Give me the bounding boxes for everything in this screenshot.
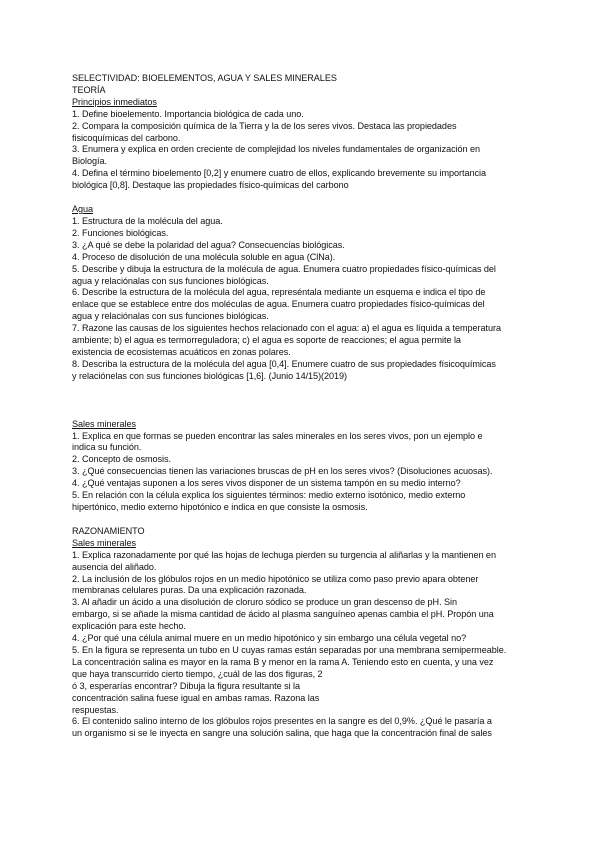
agua-line: 6. Describe la estructura de la molécula del agua, represéntala mediante un esquema e indica el tipo de xyxy=(72,287,486,298)
sales-line: 1. Explica en que formas se pueden encontrar las sales minerales en los seres vivos, pon un ejemplo e xyxy=(72,430,483,441)
agua-line: 8. Describa la estructura de la molécula del agua [0,4]. Enumere cuatro de sus propiedades físicoquímicas xyxy=(72,358,496,369)
razonamiento-line: 6. El contenido salino interno de los glóbulos rojos presentes en la sangre es del 0,9%. ¿Qué le pasaría a xyxy=(72,716,492,727)
principios-heading: Principios inmediatos xyxy=(72,96,157,107)
principios-line: Biología. xyxy=(72,156,107,167)
razonamiento-line: 1. Explica razonadamente por qué las hojas de lechuga pierden su turgencia al aliñarlas y la mantienen en xyxy=(72,549,496,560)
razonamiento-line: 5. En la figura se representa un tubo en U cuyas ramas están separadas por una membrana semipermeable. xyxy=(72,644,507,655)
agua-line: ambiente; b) el agua es termorreguladora; c) el agua es soporte de reacciones; el agua permite la xyxy=(72,335,461,346)
razonamiento-line: ó 3, esperarías encontrar? Dibuja la figura resultante si la xyxy=(72,680,301,691)
sales-line: 3. ¿Qué consecuencias tienen las variaciones bruscas de pH en los seres vivos? (Disoluciones acuosas). xyxy=(72,466,493,477)
principios-line: biológica [0,8]. Destaque las propiedades físico-químicas del carbono xyxy=(72,180,349,191)
razonamiento-line: embargo, si se añade la misma cantidad de ácido al plasma sanguíneo apenas cambia el pH. Propón una xyxy=(72,609,494,620)
principios-line: fisicoquímicas del carbono. xyxy=(72,132,181,143)
razonamiento-sales-list xyxy=(72,550,534,741)
razonamiento-line: concentración salina fuese igual en ambas ramas. Razona las xyxy=(72,692,320,703)
spacer xyxy=(72,514,534,526)
razonamiento-line: membranas celulares puras. Da una explicación razonada. xyxy=(72,585,307,596)
razonamiento-line: La concentración salina es mayor en la rama B y menor en la rama A. Teniendo esto en cuenta, y una vez xyxy=(72,656,494,667)
teoria-heading: TEORÍA xyxy=(72,84,106,95)
agua-line: 7. Razone las causas de los siguientes hechos relacionado con el agua: a) el agua es líquida a temperatura xyxy=(72,323,501,334)
sales-line: indica su función. xyxy=(72,442,142,453)
principios-line: 1. Define bioelemento. Importancia biológica de cada uno. xyxy=(72,108,304,119)
agua-line: 1. Estructura de la molécula del agua. xyxy=(72,215,223,226)
spacer xyxy=(72,192,534,204)
agua-line: 2. Funciones biológicas. xyxy=(72,227,169,238)
agua-line: existencia de ecosistemas acuáticos en zonas polares. xyxy=(72,346,291,357)
agua-line: y relaciónelas con sus funciones biológicas [1,6]. (Junio 14/15)(2019) xyxy=(72,370,348,381)
agua-line: enlace que se establece entre dos moléculas de agua. Enumera cuatro propiedades físico-químicas del xyxy=(72,299,485,310)
razonamiento-heading: RAZONAMIENTO xyxy=(72,525,145,536)
razonamiento-line: ausencia del aliñado. xyxy=(72,561,157,572)
razonamiento-line: un organismo si se le inyecta en sangre una solución salina, que haga que la concentración final de sales xyxy=(72,728,492,739)
sales-line: hipertónico, medio externo hipotónico e indica en que consiste la osmosis. xyxy=(72,502,368,512)
document-page xyxy=(72,73,534,740)
razonamiento-line: explicación para este hecho. xyxy=(72,621,186,632)
document-title: SELECTIVIDAD: BIOELEMENTOS, AGUA Y SALES MINERALES xyxy=(72,73,337,83)
sales-line: 4. ¿Qué ventajas suponen a los seres vivos disponer de un sistema tampón en su medio interno? xyxy=(72,478,461,489)
razonamiento-sales-heading: Sales minerales xyxy=(72,537,136,548)
principios-line: 2. Compara la composición química de la Tierra y la de los seres vivos. Destaca las propiedades xyxy=(72,120,457,131)
sales-list xyxy=(72,431,534,514)
agua-line: 5. Describe y dibuja la estructura de la molécula de agua. Enumera cuatro propiedades físico-químicas del xyxy=(72,263,496,274)
agua-line: 4. Proceso de disolución de una molécula soluble en agua (ClNa). xyxy=(72,251,336,262)
agua-line: 3. ¿A qué se debe la polaridad del agua? Consecuencias biológicas. xyxy=(72,239,345,250)
agua-heading: Agua xyxy=(72,204,94,215)
sales-line: 5. En relación con la célula explica los siguientes términos: medio externo isotónico, medio externo xyxy=(72,490,466,501)
spacer xyxy=(72,383,534,419)
principios-list xyxy=(72,109,534,192)
razonamiento-line: 3. Al añadir un ácido a una disolución de cloruro sódico se produce un gran descenso de pH. Sin xyxy=(72,597,458,608)
razonamiento-line: 4. ¿Por qué una célula animal muere en un medio hipotónico y sin embargo una célula vegetal no? xyxy=(72,633,467,644)
agua-line: agua y relaciónalas con sus funciones biológicas. xyxy=(72,275,269,286)
agua-line: agua y relaciónalas con sus funciones biológicas. xyxy=(72,311,269,322)
razonamiento-line: que haya transcurrido cierto tiempo, ¿cuál de las dos figuras, 2 xyxy=(72,668,323,679)
principios-line: 4. Defina el término bioelemento [0,2] y enumere cuatro de ellos, explicando brevemente su importancia xyxy=(72,168,486,179)
agua-list xyxy=(72,216,534,383)
sales-line: 2. Concepto de osmosis. xyxy=(72,454,171,465)
principios-line: 3. Enumera y explica en orden creciente de complejidad los niveles fundamentales de organización en xyxy=(72,144,481,155)
sales-heading: Sales minerales xyxy=(72,418,136,429)
razonamiento-line: 2. La inclusión de los glóbulos rojos en un medio hipotónico se utiliza como paso previo apara obtener xyxy=(72,573,479,584)
razonamiento-line: respuestas. xyxy=(72,704,119,715)
